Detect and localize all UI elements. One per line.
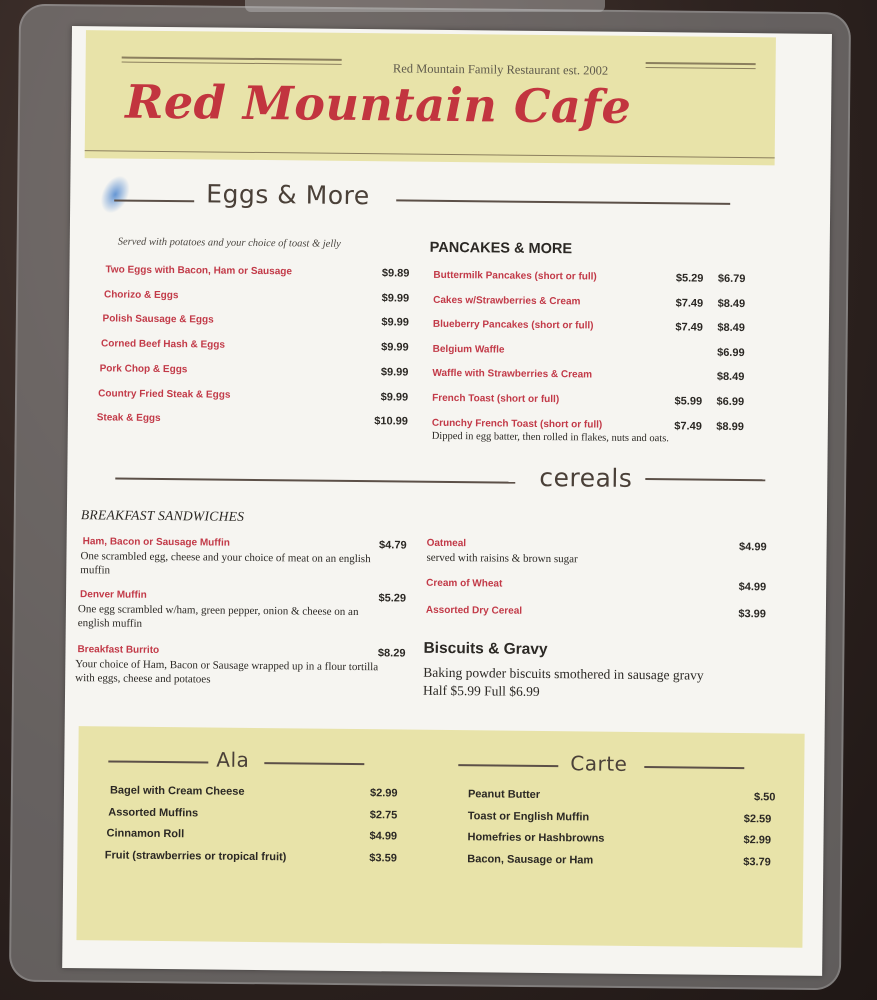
pancake-item-price-short: $7.49 (674, 419, 702, 433)
pancake-item-name: Crunchy French Toast (short or full) (431, 417, 603, 431)
eggs-item-name: Pork Chop & Eggs (99, 363, 188, 376)
pancake-item-price-full: $8.49 (717, 321, 745, 335)
eggs-line-right (396, 199, 730, 204)
cereals-section-title: cereals (539, 462, 633, 493)
cereal-item-name: Cream of Wheat (426, 577, 503, 590)
ala-item-name: Assorted Muffins (108, 805, 199, 819)
eggs-item-name: Country Fried Steak & Eggs (98, 387, 231, 401)
biscuits-heading: Biscuits & Gravy (423, 639, 548, 659)
ala-item-price: $2.75 (369, 808, 398, 821)
sandwich-item-desc: Your choice of Ham, Bacon or Sausage wrapped up in a flour tortilla with eggs, cheese and potatoes (75, 658, 379, 686)
sandwiches-heading: BREAKFAST SANDWICHES (80, 507, 245, 524)
eggs-item-price: $9.99 (381, 291, 410, 305)
ala-line-left (108, 760, 208, 763)
pancake-item-price-full: $8.49 (717, 297, 746, 310)
sandwich-item-name: Denver Muffin (80, 589, 147, 601)
carte-item-name: Peanut Butter (467, 788, 541, 801)
carte-item-name: Homefries or Hashbrowns (467, 831, 605, 845)
menu-page (62, 26, 832, 976)
cereal-item-price: $4.99 (739, 541, 767, 554)
sandwich-item-desc: One scrambled egg, cheese and your choice of meat on an english muffin (80, 550, 371, 577)
ala-item-name: Fruit (strawberries or tropical fruit) (104, 848, 287, 863)
ala-item-price: $4.99 (369, 830, 398, 843)
carte-item-price: $3.79 (743, 855, 771, 868)
pancake-item-price-full: $6.79 (717, 272, 746, 286)
eggs-item-price: $10.99 (374, 415, 408, 428)
pancake-item-price-short: $7.49 (675, 296, 704, 310)
cereal-item-name: Oatmeal (426, 537, 467, 550)
carte-line-left (458, 764, 558, 767)
pancake-item-price-full: $8.49 (716, 371, 745, 384)
carte-item-price: $.50 (753, 791, 776, 804)
crunchy-desc: Dipped in egg batter, then rolled in flakes, nuts and oats. (431, 430, 670, 445)
carte-line-right (644, 766, 744, 769)
header-rule-right-thin (646, 67, 756, 69)
eggs-item-name: Two Eggs with Bacon, Ham or Sausage (105, 264, 293, 278)
sandwich-item-name: Ham, Bacon or Sausage Muffin (82, 536, 230, 549)
sandwich-item-name: Breakfast Burrito (77, 644, 160, 656)
pancake-item-name: Waffle with Strawberries & Cream (432, 368, 593, 381)
ala-item-price: $3.59 (369, 851, 397, 864)
pancake-item-name: Buttermilk Pancakes (short or full) (433, 269, 597, 283)
pancake-item-name: Blueberry Pancakes (short or full) (432, 319, 594, 332)
pancakes-heading: PANCAKES & MORE (429, 239, 573, 258)
restaurant-tagline: Red Mountain Family Restaurant est. 2002 (392, 61, 609, 78)
pancake-item-name: Belgium Waffle (432, 343, 505, 356)
eggs-section-title: Eggs & More (206, 179, 370, 211)
cereals-line-right (645, 478, 765, 481)
ala-item-price: $2.99 (369, 787, 398, 800)
carte-item-price: $2.99 (743, 834, 772, 847)
header-bottom-rule (85, 150, 775, 158)
restaurant-title: Red Mountain Cafe (124, 74, 632, 134)
pancake-item-price-short: $5.99 (674, 395, 703, 408)
eggs-line-left (114, 199, 194, 202)
eggs-item-name: Polish Sausage & Eggs (102, 313, 214, 326)
eggs-item-price: $9.99 (381, 316, 409, 329)
carte-item-name: Toast or English Muffin (467, 809, 590, 823)
carte-title: Carte (570, 751, 628, 776)
header-rule-left-thin (122, 62, 342, 65)
ala-title: Ala (216, 747, 250, 772)
eggs-note: Served with potatoes and your choice of toast & jelly (117, 236, 341, 250)
ink-stain (95, 171, 136, 218)
pancake-item-price-full: $6.99 (717, 346, 745, 359)
eggs-item-price: $9.89 (381, 267, 410, 280)
menu-header (85, 30, 776, 165)
pancake-item-name: French Toast (short or full) (432, 392, 560, 406)
pancake-item-price-full: $8.99 (716, 420, 744, 433)
eggs-item-name: Steak & Eggs (96, 412, 161, 425)
biscuits-desc: Baking powder biscuits smothered in sausage gravy Half $5.99 Full $6.99 (423, 664, 704, 699)
sandwich-item-price: $5.29 (378, 592, 407, 605)
pancake-item-name: Cakes w/Strawberries & Cream (433, 294, 581, 307)
sandwich-item-price: $8.29 (377, 647, 406, 660)
pancake-item-price-full: $6.99 (716, 395, 745, 409)
pancake-item-price-short: $7.49 (675, 321, 703, 334)
eggs-item-price: $9.99 (381, 341, 409, 354)
carte-item-name: Bacon, Sausage or Ham (467, 852, 594, 867)
header-rule-left (122, 57, 342, 61)
cereal-item-desc: served with raisins & brown sugar (426, 551, 578, 566)
ala-item-name: Bagel with Cream Cheese (109, 784, 245, 798)
ala-line-right (264, 762, 364, 765)
cereal-item-price: $3.99 (738, 608, 766, 621)
header-rule-right (646, 62, 756, 65)
alacarte-panel (76, 726, 804, 948)
cereals-line-left (115, 477, 515, 483)
eggs-item-price: $9.99 (380, 366, 409, 379)
pancake-item-price-short: $5.29 (675, 272, 704, 285)
eggs-item-name: Corned Beef Hash & Eggs (101, 338, 226, 351)
carte-item-price: $2.59 (743, 812, 772, 825)
eggs-item-name: Chorizo & Eggs (103, 289, 179, 301)
ala-item-name: Cinnamon Roll (106, 827, 185, 841)
cereal-item-price: $4.99 (738, 581, 767, 594)
cereal-item-name: Assorted Dry Cereal (425, 604, 523, 617)
sandwich-item-price: $4.79 (379, 539, 407, 552)
sandwich-item-desc: One egg scrambled w/ham, green pepper, onion & cheese on an english muffin (77, 603, 359, 630)
eggs-item-price: $9.99 (380, 390, 409, 404)
